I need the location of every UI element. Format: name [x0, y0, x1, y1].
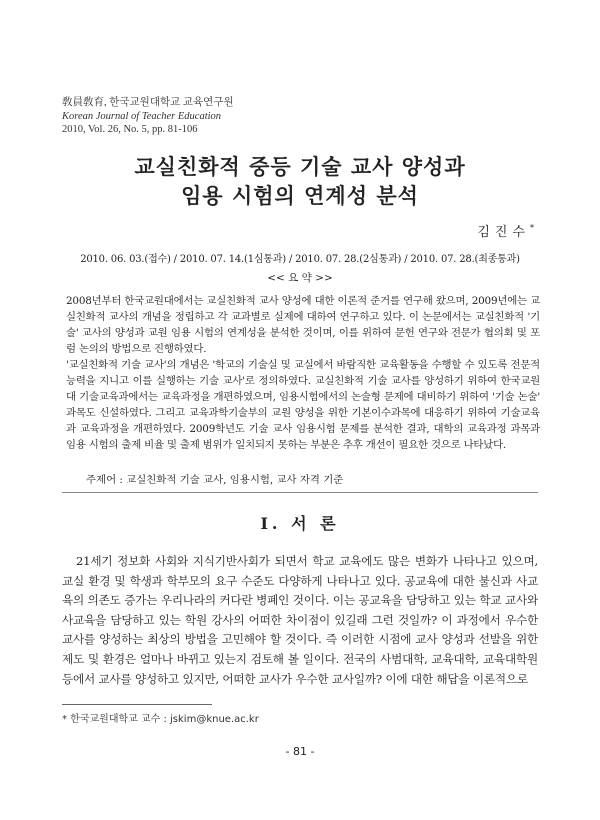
journal-name-english: Korean Journal of Teacher Education [62, 110, 222, 122]
abstract-paragraph-1: 2008년부터 한국교원대에서는 교실친화적 교사 양성에 대한 이론적 준거를 연구해 왔으며, 2009년에는 교실친화적 교사의 개념을 정립하고 각 교과별로 실제에 대하여 연구하고 있다. 이 논문에서는 교실친화적 '기술' 교사의 양성과 교원 임용 시험의 연계성을 분석한 것이며, 이를 위하여 문헌 연구와 전문가 협의회 및 포럼 논의의 방법으로 진행하였다. [66, 295, 540, 355]
author-footnote-mark: * [530, 223, 534, 233]
footnote: * 한국교원대학교 교수 : jskim@knue.ac.kr [62, 714, 259, 725]
author-name: 김진수 [477, 225, 530, 240]
journal-volume: 2010, Vol. 26, No. 5, pp. 81-106 [62, 124, 198, 135]
abstract [66, 293, 540, 453]
author [477, 221, 534, 240]
body-paragraph: 21세기 정보화 사회와 지식기반사회가 되면서 학교 교육에도 많은 변화가 나타나고 있으며, 교실 환경 및 학생과 학부모의 요구 수준도 다양하게 나타나고 있다. 공교육에 대한 불신과 사교육의 의존도 증가는 우리나라의 커다란 병폐인 것이다. 이는 공교육을 담당하고 있는 학교 교사와 사교육을 담당하고 있는 학원 강사의 어떠한 차이점이 있길래 그런 것일까? 이 과정에서 우수한 교사를 양성하는 최상의 방법을 고민해야 할 것이다. 즉 이러한 시점에 교사 양성과 선발을 위한 제도 및 환경은 얼마나 바뀌고 있는지 검토해 볼 일이다. 전국의 사범대학, 교육대학, 교육대학원 등에서 교사를 양성하고 있지만, 어떠한 교사가 우수한 교사일까? 이에 대한 해답을 이론적으로 [62, 554, 538, 686]
paper-title-line2: 임용 시험의 연계성 분석 [181, 183, 419, 208]
paper-title-line1: 교실친화적 중등 기술 교사 양성과 [134, 154, 466, 179]
body-text [62, 552, 538, 689]
abstract-paragraph-2: '교실친화적 기술 교사'의 개념은 '학교의 기술실 및 교실에서 바람직한 교육활동을 수행할 수 있도록 전문적 능력을 지니고 이를 실행하는 기술 교사'로 정의하였다. 교실친화적 기술 교사를 양성하기 위하여 한국교원대 기술교육과에서는 교육과정을 개편하였으며, 임용시험에서의 논술형 문제에 대비하기 위하여 '기술 논술' 과목도 신설하였다. 그리고 교육과학기술부의 교원 양성을 위한 기본이수과목에 대응하기 위하여 기술교육과 교육과정을 개편하였다. 2009학년도 기술 교사 임용시험 문제를 분석한 결과, 대학의 교육과정 과목과 임용 시험의 출제 비율 및 출제 범위가 일치되지 못하는 부분은 추후 개선이 필요한 것으로 나타났다. [66, 359, 540, 451]
journal-name-korean: 敎員敎育, 한국교원대학교 교육연구원 [62, 97, 234, 108]
review-dates: 2010. 06. 03.(접수) / 2010. 07. 14.(1심통과) / 2010. 07. 28.(2심통과) / 2010. 07. 28.(최종통과) [80, 254, 520, 265]
footnote-divider [62, 704, 212, 705]
page-number: - 81 - [285, 745, 315, 758]
summary-label: << 요 약 >> [267, 272, 333, 284]
keywords: 주제어 : 교실친화적 기술 교사, 임용시험, 교사 자격 기준 [86, 474, 344, 486]
divider [62, 492, 538, 493]
section-heading: Ⅰ. 서 론 [260, 514, 340, 533]
journal-info [62, 96, 234, 137]
